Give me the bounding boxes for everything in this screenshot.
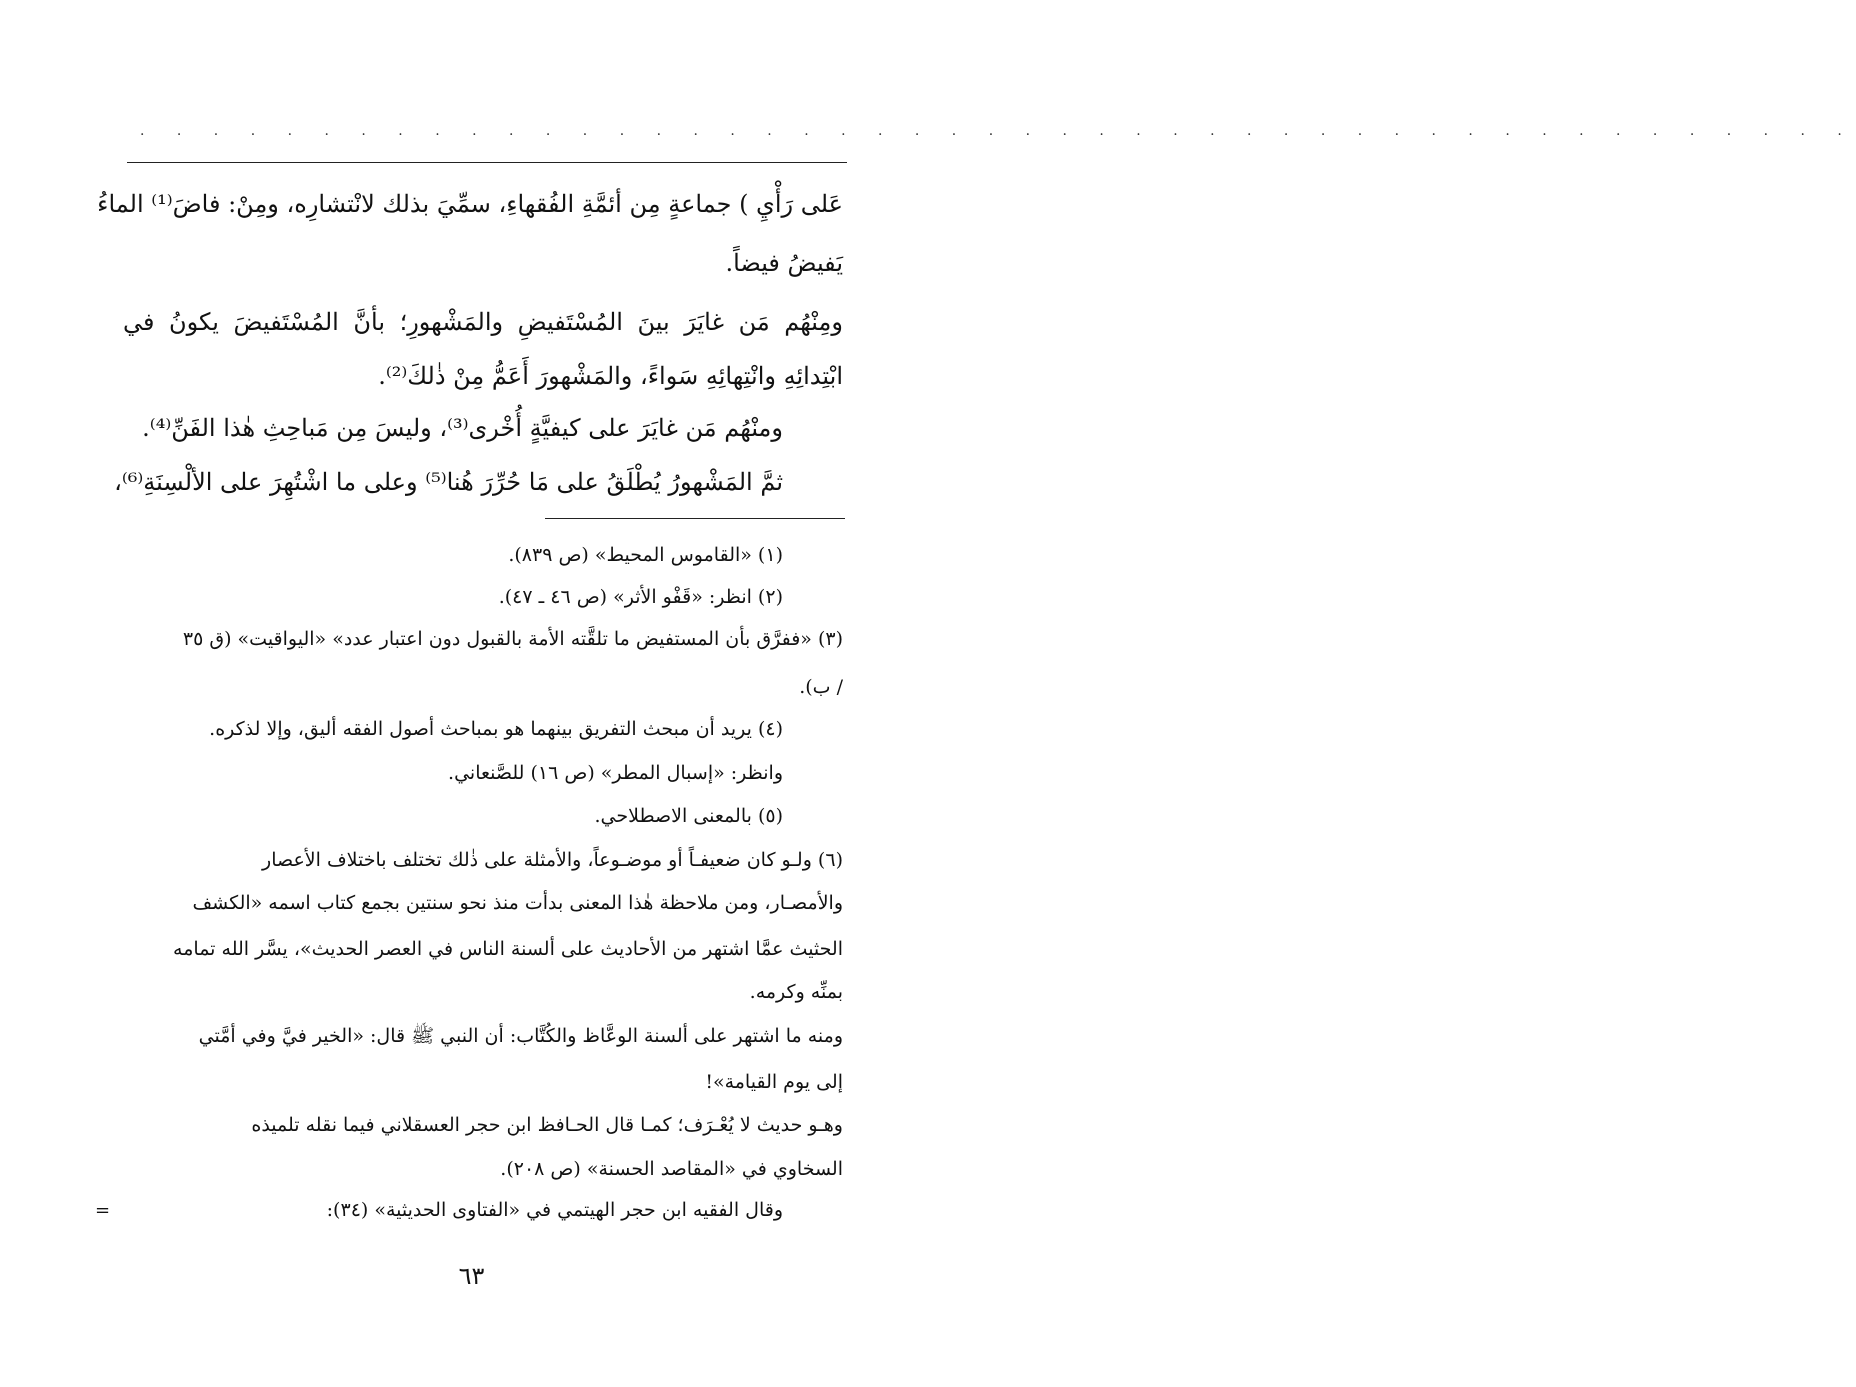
body-line: ومنْهُم مَن غايَرَ على كيفيَّةٍ أُخْرى⁽³⁾، وليسَ مِن مَباحِثِ هٰذا الفَنِّ⁽⁴⁾. bbox=[142, 414, 783, 442]
footnote-line: (٦) ولـو كان ضعيفـاً أو موضـوعاً، والأمثلة على ذٰلك تختلف باختلاف الأعصار bbox=[262, 849, 843, 871]
footnote-line: السخاوي في «المقاصد الحسنة» (ص ٢٠٨). bbox=[500, 1158, 843, 1180]
footnote-line: وهـو حديث لا يُعْـرَف؛ كمـا قال الحـافظ ابن حجر العسقلاني فيما نقله تلميذه bbox=[251, 1114, 843, 1136]
footnote-line: (٣) «ففرَّق بأن المستفيض ما تلقَّته الأمة بالقبول دون اعتبار عدد» «اليواقيت» (ق ٣٥ bbox=[182, 628, 843, 650]
body-line: يَفيضُ فيضاً. bbox=[725, 249, 843, 277]
footnote-line: الحثيث عمَّا اشتهر من الأحاديث على ألسنة الناس في العصر الحديث»، يسَّر الله تمامه bbox=[173, 938, 843, 960]
footnote-line: (٥) بالمعنى الاصطلاحي. bbox=[594, 805, 783, 827]
footnote-line: وقال الفقيه ابن حجر الهيتمي في «الفتاوى الحديثية» (٣٤): bbox=[326, 1199, 783, 1221]
body-line: ومِنْهُم مَن غايَرَ بينَ المُسْتَفيضِ والمَشْهورِ؛ بأنَّ المُسْتَفيضَ يكونُ في bbox=[123, 308, 843, 336]
body-line: عَلى رَأْيِ ) جماعةٍ مِن أئمَّةِ الفُقهاءِ، سمِّيَ بذلك لانْتشارِه، ومِنْ: فاضَ⁽¹⁾ الماءُ bbox=[97, 190, 843, 218]
footnote-line: (١) «القاموس المحيط» (ص ٨٣٩). bbox=[508, 544, 783, 566]
page-number: ٦٣ bbox=[458, 1262, 485, 1290]
footnote-line: / ب). bbox=[799, 676, 843, 698]
body-line: ابْتِدائِهِ وانْتِهائِهِ سَواءً، والمَشْهورَ أَعَمُّ مِنْ ذٰلكَ⁽²⁾. bbox=[378, 362, 843, 390]
footnote-separator bbox=[545, 518, 845, 519]
body-line: ثمَّ المَشْهورُ يُطْلَقُ على مَا حُرِّرَ هُنا⁽⁵⁾ وعلى ما اشْتُهِرَ على الألْسِنَةِ⁽⁶⁾، bbox=[114, 468, 783, 496]
footnote-line: وانظر: «إسبال المطر» (ص ١٦) للصَّنعاني. bbox=[448, 762, 783, 784]
footnote-line: والأمصـار، ومن ملاحظة هٰذا المعنى بدأت منذ نحو سنتين بجمع كتاب اسمه «الكشف bbox=[192, 892, 843, 914]
footnote-line: (٤) يريد أن مبحث التفريق بينهما هو بمباحث أصول الفقه أليق، وإلا لذكره. bbox=[209, 718, 783, 740]
header-rule bbox=[127, 162, 847, 163]
header-dot-leader: · · · · · · · · · · · · · · · · · · · · · · · · · · · · · · · · · · · · · · · · · · · · · · · bbox=[140, 127, 1856, 143]
margin-mark: = bbox=[95, 1200, 111, 1221]
footnote-line: ومنه ما اشتهر على ألسنة الوعَّاظ والكُتَّاب: أن النبي ﷺ قال: «الخير فيَّ وفي أمَّتي bbox=[198, 1025, 843, 1047]
footnote-line: بمنِّه وكرمه. bbox=[749, 981, 843, 1003]
footnote-line: إلى يوم القيامة»! bbox=[705, 1071, 843, 1093]
footnote-line: (٢) انظر: «قَفْو الأثر» (ص ٤٦ ـ ٤٧). bbox=[498, 586, 783, 608]
